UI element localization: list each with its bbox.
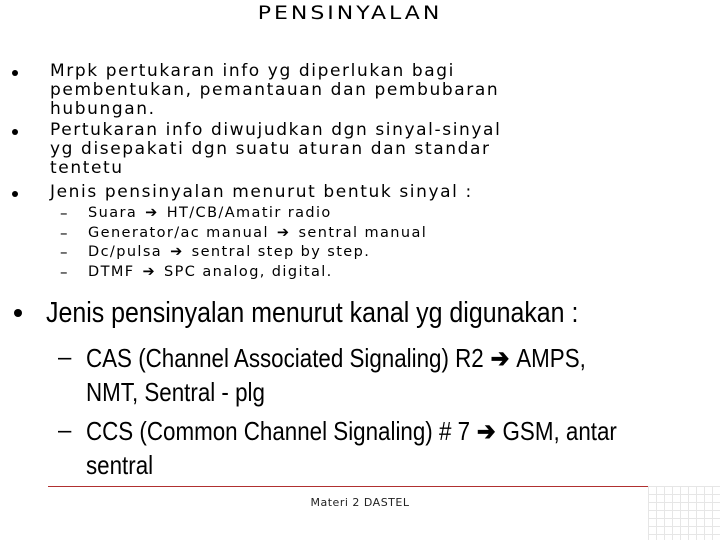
right-arrow-icon: ➔: [490, 343, 510, 373]
dash-marker: –: [58, 344, 72, 371]
signal-form-item: [60, 242, 680, 262]
dash-marker: –: [58, 417, 72, 444]
signal-form-source: Suara: [88, 205, 138, 221]
dash-marker: –: [60, 204, 68, 222]
corner-grid-decoration: [648, 486, 720, 540]
footer-text: Materi 2 DASTEL: [310, 496, 410, 509]
signal-form-text: [88, 242, 370, 262]
footer-divider: [48, 486, 672, 487]
channel-type-usage: GSM, antar sentral: [86, 416, 617, 480]
dash-marker: –: [60, 243, 68, 261]
bullet-text: Jenis pensinyalan menurut bentuk sinyal :: [50, 182, 473, 202]
signal-form-source: Dc/pulsa: [88, 244, 163, 260]
bullet-dot-icon: [12, 129, 18, 135]
channel-type-text: [86, 341, 688, 409]
signal-form-target: sentral manual: [298, 225, 428, 241]
channel-type-name: CAS (Channel Associated Signaling) R2: [86, 343, 484, 373]
signal-form-text: [88, 223, 427, 243]
bullet-dot-icon: [12, 70, 18, 76]
channel-type-name: CCS (Common Channel Signaling) # 7: [86, 416, 471, 446]
channel-type-text: [86, 414, 688, 482]
channel-type-usage: AMPS, NMT, Sentral - plg: [86, 343, 586, 407]
bullet-dot-icon: [14, 309, 22, 317]
signal-form-item: [60, 223, 680, 243]
dash-marker: –: [60, 263, 68, 281]
signal-form-text: [88, 203, 332, 223]
signal-form-item: [60, 262, 680, 282]
bullet-text: Pertukaran info diwujudkan dgn sinyal-sinyal yg disepakati dgn suatu aturan dan standar tentetu: [50, 120, 502, 178]
right-arrow-icon: ➔: [170, 244, 184, 260]
signal-form-target: SPC analog, digital.: [164, 264, 333, 280]
slide-title: PENSINYALAN: [257, 2, 443, 25]
signal-form-source: Generator/ac manual: [88, 225, 269, 241]
dash-marker: –: [60, 224, 68, 242]
signal-form-item: [60, 203, 680, 223]
signal-form-text: [88, 262, 333, 282]
right-arrow-icon: ➔: [476, 416, 496, 446]
lower-bullet-text: Jenis pensinyalan menurut kanal yg digunakan :: [46, 297, 579, 329]
signal-form-target: sentral step by step.: [191, 244, 371, 260]
signal-form-source: DTMF: [88, 264, 135, 280]
right-arrow-icon: ➔: [142, 264, 157, 280]
bullet-dot-icon: [12, 191, 18, 197]
right-arrow-icon: ➔: [276, 225, 291, 241]
right-arrow-icon: ➔: [145, 205, 159, 221]
bullet-text: Mrpk pertukaran info yg diperlukan bagi pembentukan, pemantauan dan pembubaran hubungan.: [50, 61, 500, 119]
signal-form-target: HT/CB/Amatir radio: [166, 205, 332, 221]
